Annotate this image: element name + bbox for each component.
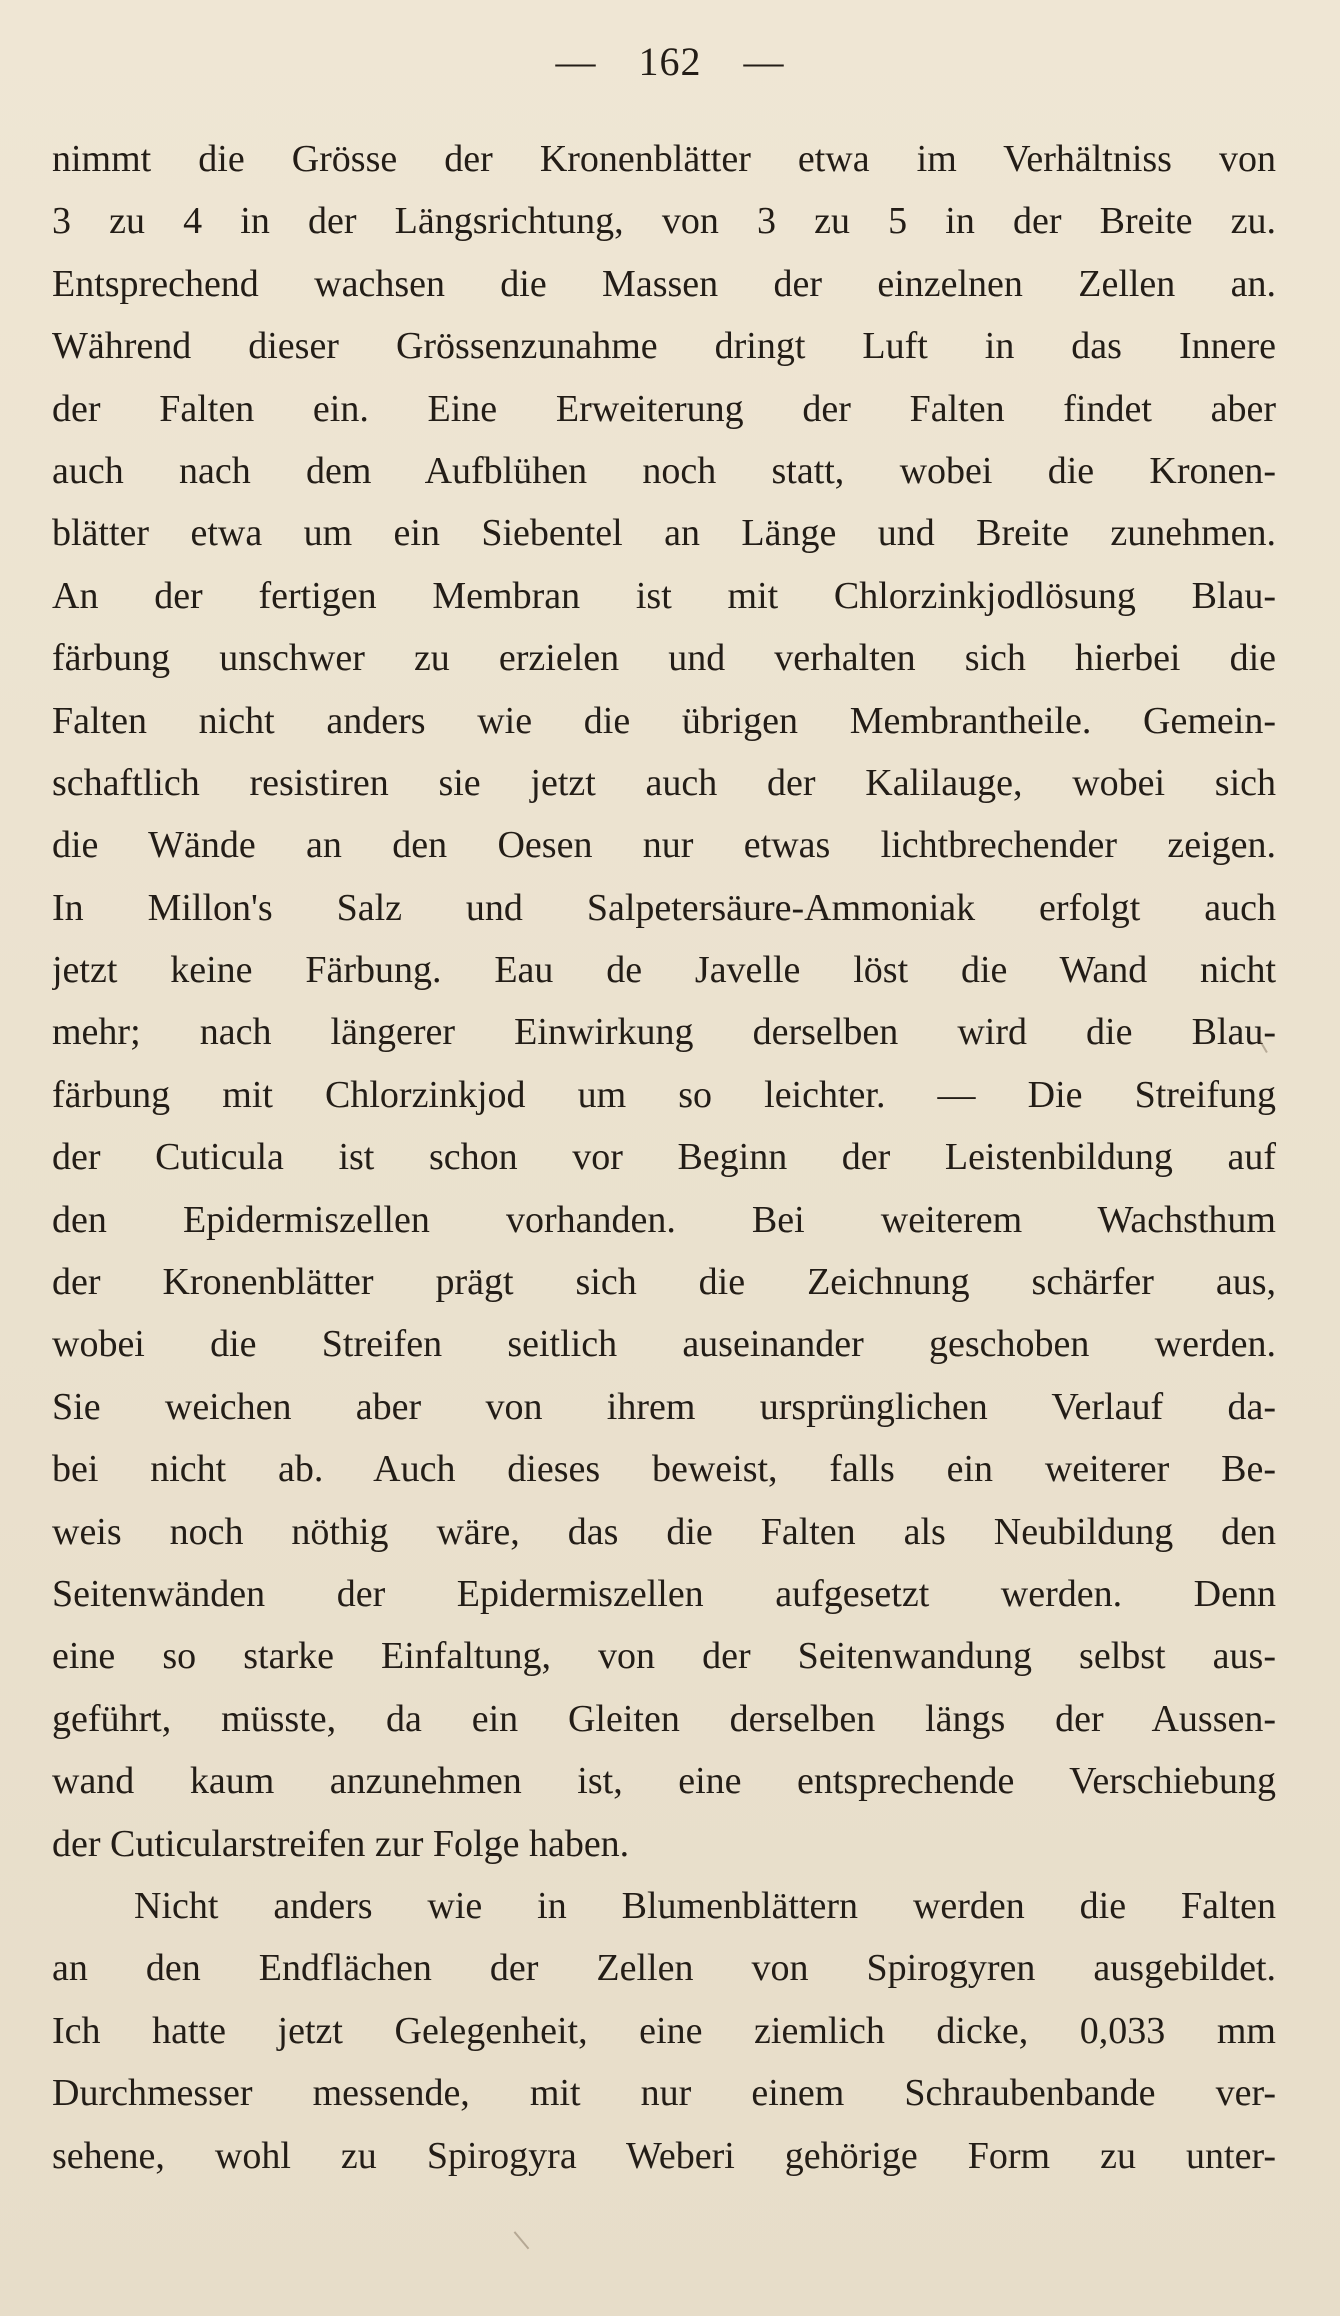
text-line: nimmt die Grösse der Kronenblätter etwa im Verhältniss von xyxy=(52,138,1276,180)
text-line: sehene, wohl zu Spirogyra Weberi gehörige Form zu unter- xyxy=(52,2134,1276,2177)
paragraph-2 xyxy=(52,1875,1276,2187)
text-line: bei nicht ab. Auch dieses beweist, falls ein weiterer Be- xyxy=(52,1448,1276,1491)
paragraph-1 xyxy=(52,128,1276,1875)
page-header xyxy=(0,38,1340,85)
text-line: weis noch nöthig wäre, das die Falten als Neubildung den xyxy=(52,1510,1276,1553)
text-line: die Wände an den Oesen nur etwas lichtbrechender zeigen. xyxy=(52,824,1276,867)
text-line: Falten nicht anders wie die übrigen Membrantheile. Gemein- xyxy=(52,699,1276,742)
text-line: der Cuticula ist schon vor Beginn der Leistenbildung auf xyxy=(52,1136,1276,1179)
text-line: schaftlich resistiren sie jetzt auch der Kalilauge, wobei sich xyxy=(52,761,1276,804)
body-text xyxy=(52,128,1276,2187)
text-line: 3 zu 4 in der Längsrichtung, von 3 zu 5 in der Breite zu. xyxy=(52,200,1276,243)
text-line: Ich hatte jetzt Gelegenheit, eine ziemlich dicke, 0,033 mm xyxy=(52,2009,1276,2052)
text-line: Seitenwänden der Epidermiszellen aufgesetzt werden. Denn xyxy=(52,1572,1276,1615)
text-line: der Kronenblätter prägt sich die Zeichnung schärfer aus, xyxy=(52,1261,1276,1304)
text-line: wobei die Streifen seitlich auseinander geschoben werden. xyxy=(52,1323,1276,1366)
text-line: blätter etwa um ein Siebentel an Länge und Breite zunehmen. xyxy=(52,512,1276,555)
text-line: mehr; nach längerer Einwirkung derselben wird die Blau- xyxy=(52,1011,1276,1054)
text-line: der Cuticularstreifen zur Folge haben. xyxy=(52,1822,630,1865)
text-line: den Epidermiszellen vorhanden. Bei weiterem Wachsthum xyxy=(52,1198,1276,1241)
text-line: an den Endflächen der Zellen von Spirogyren ausgebildet. xyxy=(52,1947,1276,1990)
text-line: An der fertigen Membran ist mit Chlorzinkjodlösung Blau- xyxy=(52,574,1276,617)
page-number: 162 xyxy=(638,39,702,84)
text-line: färbung mit Chlorzinkjod um so leichter. — Die Streifung xyxy=(52,1073,1276,1116)
text-line: eine so starke Einfaltung, von der Seitenwandung selbst aus- xyxy=(52,1635,1276,1678)
text-line: Entsprechend wachsen die Massen der einzelnen Zellen an. xyxy=(52,262,1276,305)
text-line: Durchmesser messende, mit nur einem Schraubenbande ver- xyxy=(52,2072,1276,2115)
text-line: In Millon's Salz und Salpetersäure-Ammoniak erfolgt auch xyxy=(52,886,1276,929)
text-line: Während dieser Grössenzunahme dringt Luft in das Innere xyxy=(52,325,1276,368)
text-line: Sie weichen aber von ihrem ursprünglichen Verlauf da- xyxy=(52,1385,1276,1428)
text-line: geführt, müsste, da ein Gleiten derselben längs der Aussen- xyxy=(52,1697,1276,1740)
text-line: färbung unschwer zu erzielen und verhalten sich hierbei die xyxy=(52,637,1276,680)
text-line: der Falten ein. Eine Erweiterung der Falten findet aber xyxy=(52,387,1276,430)
header-dash-left: — xyxy=(555,39,597,84)
text-line: Nicht anders wie in Blumenblättern werden die Falten xyxy=(134,1884,1276,1927)
text-line: auch nach dem Aufblühen noch statt, wobei die Kronen- xyxy=(52,449,1276,492)
paper-mark xyxy=(514,2229,533,2250)
header-dash-right: — xyxy=(743,39,785,84)
text-line: wand kaum anzunehmen ist, eine entsprechende Verschiebung xyxy=(52,1760,1276,1803)
text-line: jetzt keine Färbung. Eau de Javelle löst die Wand nicht xyxy=(52,949,1276,992)
